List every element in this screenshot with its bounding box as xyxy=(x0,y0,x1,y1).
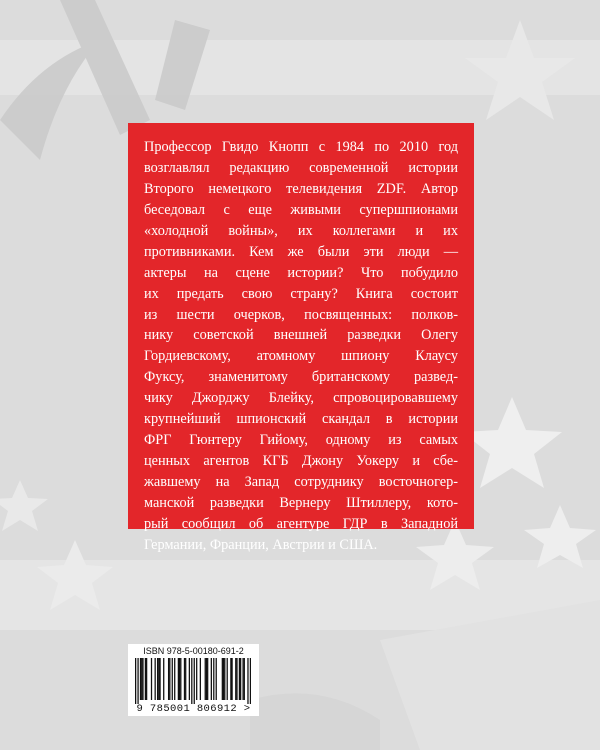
blurb-line: крупнейший шпионский скандал в истории xyxy=(144,411,458,428)
barcode-bar xyxy=(185,658,186,700)
barcode-bar xyxy=(140,658,141,700)
blurb-line: рый сообщил об агентуре ГДР в Западной xyxy=(144,515,458,532)
isbn-label: ISBN 978-5-00180-691-2 xyxy=(143,646,244,656)
barcode-bar xyxy=(242,658,243,700)
barcode-bar xyxy=(216,658,217,700)
barcode-bar xyxy=(137,658,138,704)
barcode-bar xyxy=(145,658,146,700)
blurb-line: возглавлял редакцию современной истории xyxy=(144,159,458,176)
blurb-line: нику советской внешней разведки Олегу xyxy=(144,327,458,344)
barcode-bars xyxy=(135,658,251,704)
barcode-bar xyxy=(155,658,156,700)
blurb-line: из шести очерков, посвященных: полков- xyxy=(144,306,458,323)
barcode-bar xyxy=(141,658,142,700)
isbn-barcode xyxy=(128,644,259,716)
barcode-bar xyxy=(142,658,143,700)
barcode-bar xyxy=(191,658,192,704)
blurb-line: чику Джорджу Блейку, спровоцировавшему xyxy=(144,390,458,407)
barcode-bar xyxy=(205,658,206,700)
barcode-bar xyxy=(235,658,236,700)
blurb-line: манской разведки Вернеру Штиллеру, кото- xyxy=(144,494,458,511)
barcode-bar xyxy=(169,658,170,700)
barcode-bar xyxy=(213,658,214,700)
barcode-bar xyxy=(180,658,181,700)
blurb-line: беседовал с еще живыми супершпионами xyxy=(144,201,458,218)
barcode-bar xyxy=(184,658,185,700)
blurb-line: противниками. Кем же были эти люди — xyxy=(144,243,458,260)
blurb-line: Германии, Франции, Австрии и США. xyxy=(144,536,378,553)
barcode-bar xyxy=(189,658,190,700)
barcode-bar xyxy=(227,658,228,700)
blurb-line: актеры на сцене истории? Что побудило xyxy=(144,264,458,281)
blurb-line: жавшему на Запад сотруднику восточногер- xyxy=(144,474,458,490)
blurb-line: их предать свою страну? Книга состоит xyxy=(144,285,458,302)
blurb-line: Второго немецкого телевидения ZDF. Автор xyxy=(144,180,458,197)
barcode-bar xyxy=(206,658,207,700)
barcode-bar xyxy=(168,658,169,700)
barcode-bar xyxy=(236,658,237,700)
barcode-bar xyxy=(194,658,195,704)
barcode-bar xyxy=(200,658,201,700)
barcode-bar xyxy=(239,658,240,700)
barcode-bar xyxy=(179,658,180,700)
blurb-line: «холодной войны», их коллегами и их xyxy=(144,222,458,239)
barcode-bar xyxy=(240,658,241,700)
barcode-bar xyxy=(223,658,224,700)
barcode-bar xyxy=(174,658,175,700)
barcode-bar xyxy=(231,658,232,700)
barcode-bar xyxy=(207,658,208,700)
barcode-bar xyxy=(250,658,251,704)
barcode-bar xyxy=(159,658,160,700)
barcode-bar xyxy=(158,658,159,700)
blurb-line: ценных агентов КГБ Джону Уокеру и сбе- xyxy=(144,453,458,470)
barcode-bar xyxy=(163,658,164,700)
blurb-line: ФРГ Гюнтеру Гийому, одному из самых xyxy=(144,432,458,449)
barcode-bar xyxy=(146,658,147,700)
blurb-line: Гордиевскому, атомному шпиону Клаусу xyxy=(144,348,458,365)
barcode-digits: 9 785001 806912 > xyxy=(136,703,251,715)
barcode-bar xyxy=(211,658,212,700)
barcode-bar xyxy=(151,658,152,700)
barcode-bar xyxy=(222,658,223,700)
barcode-bar xyxy=(135,658,136,704)
barcode-bar xyxy=(230,658,231,700)
barcode-bar xyxy=(247,658,248,704)
barcode-bar xyxy=(224,658,225,700)
barcode-bar xyxy=(178,658,179,700)
barcode-bar xyxy=(157,658,158,700)
barcode-bar xyxy=(196,658,197,700)
barcode-bar xyxy=(244,658,245,700)
barcode-bar xyxy=(172,658,173,700)
blurb-line: Профессор Гвидо Кнопп с 1984 по 2010 год xyxy=(144,139,458,155)
blurb-line: Фуксу, знаменитому британскому развед- xyxy=(144,369,458,386)
blurb-box xyxy=(128,123,474,553)
